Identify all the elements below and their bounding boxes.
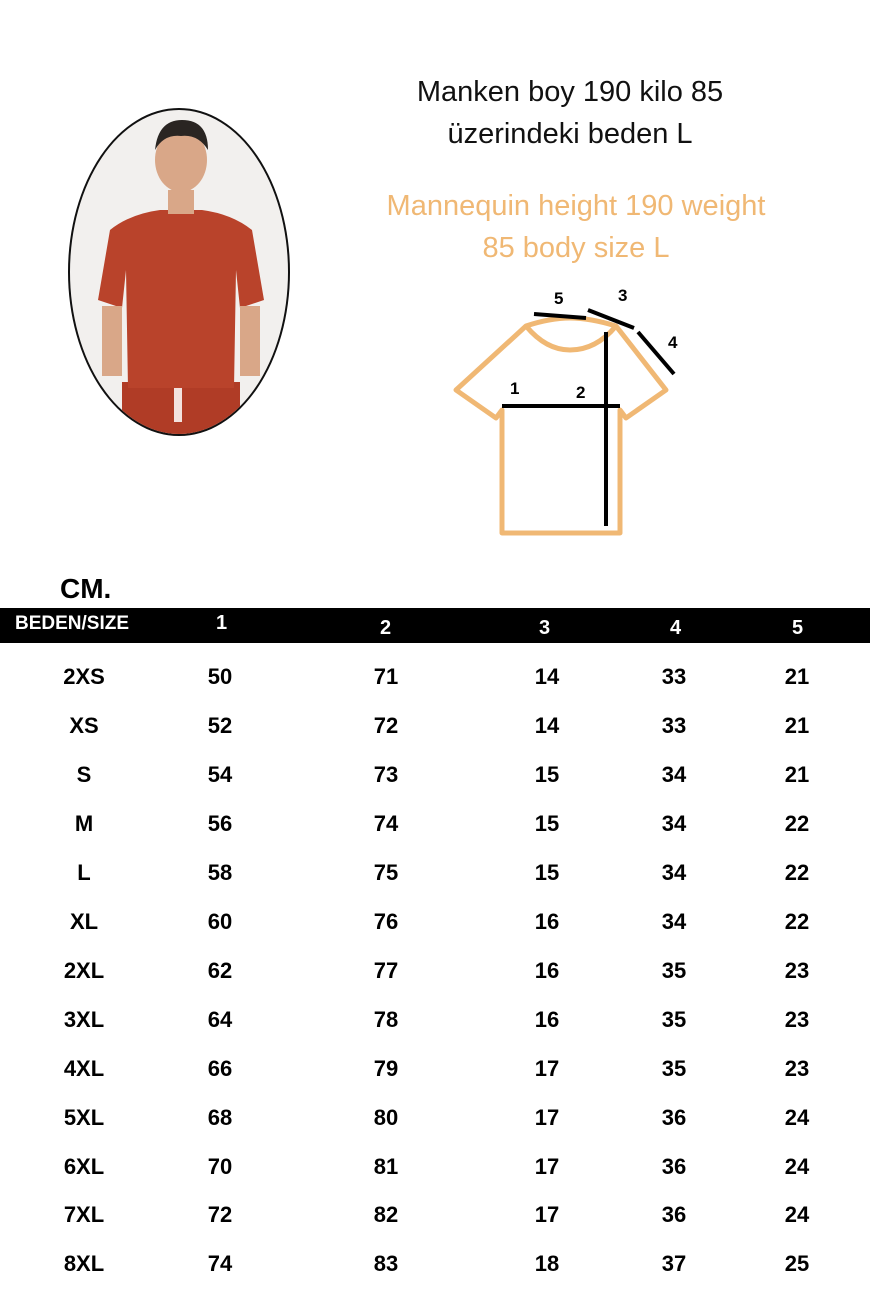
table-cell-value: 21 xyxy=(784,664,810,689)
table-cell-value: 34 xyxy=(661,761,687,787)
table-cell-value: 23 xyxy=(784,1006,810,1032)
table-cell-size: 2XS xyxy=(63,664,105,689)
table-cell-value: 72 xyxy=(207,1202,233,1228)
table-cell-value: 66 xyxy=(207,1055,233,1081)
diagram-label-1: 1 xyxy=(510,379,520,398)
caption-en-line-1: Mannequin height 190 weight xyxy=(386,190,766,222)
table-cell-value: 68 xyxy=(207,1104,233,1130)
table-cell-value: 33 xyxy=(661,712,687,738)
table-cell-value: 34 xyxy=(661,810,687,836)
table-cell-value: 72 xyxy=(373,712,399,738)
table-cell-size: 2XL xyxy=(63,957,105,983)
model-photo xyxy=(68,108,290,436)
table-cell-value: 74 xyxy=(207,1251,233,1277)
table-cell-size: 6XL xyxy=(63,1153,105,1179)
diagram-label-2: 2 xyxy=(576,383,586,402)
diagram-label-4: 4 xyxy=(668,333,678,352)
table-cell-value: 15 xyxy=(534,810,560,836)
table-cell-value: 34 xyxy=(661,859,687,885)
table-cell-value: 34 xyxy=(661,908,687,934)
table-cell-value: 82 xyxy=(373,1202,399,1228)
caption-tr-line-2: üzerindeki beden L xyxy=(447,118,693,150)
table-cell-size: M xyxy=(74,810,94,836)
table-cell-value: 35 xyxy=(661,957,687,983)
caption-en-line-2: 85 body size L xyxy=(482,232,670,264)
shirt-collar xyxy=(526,326,616,350)
table-cell-value: 22 xyxy=(784,859,810,885)
table-cell-value: 76 xyxy=(373,908,399,934)
table-cell-value: 35 xyxy=(661,1055,687,1081)
table-cell-value: 56 xyxy=(207,810,233,836)
table-cell-size: XL xyxy=(69,908,99,934)
table-cell-value: 54 xyxy=(207,761,233,787)
unit-label: CM. xyxy=(60,573,112,604)
table-cell-value: 22 xyxy=(784,908,810,934)
header-col-4: 4 xyxy=(670,617,682,639)
table-cell-value: 79 xyxy=(373,1055,399,1081)
table-cell-size: 7XL xyxy=(63,1202,105,1228)
table-cell-value: 80 xyxy=(373,1104,399,1130)
table-cell-value: 52 xyxy=(207,712,233,738)
table-cell-value: 16 xyxy=(534,957,560,983)
table-cell-value: 18 xyxy=(534,1251,560,1277)
table-cell-value: 15 xyxy=(534,761,560,787)
table-cell-value: 25 xyxy=(784,1251,810,1277)
table-cell-value: 23 xyxy=(784,1055,810,1081)
table-cell-value: 14 xyxy=(534,664,560,689)
table-cell-value: 74 xyxy=(373,810,399,836)
table-cell-value: 73 xyxy=(373,761,399,787)
table-cell-value: 21 xyxy=(784,712,810,738)
table-cell-value: 37 xyxy=(661,1251,687,1277)
caption-tr-line-1: Manken boy 190 kilo 85 xyxy=(416,76,724,108)
diagram-label-5: 5 xyxy=(554,289,564,308)
table-cell-value: 16 xyxy=(534,1006,560,1032)
table-cell-value: 21 xyxy=(784,761,810,787)
table-cell-value: 62 xyxy=(207,957,233,983)
table-cell-value: 58 xyxy=(207,859,233,885)
table-cell-value: 17 xyxy=(534,1055,560,1081)
table-cell-value: 60 xyxy=(207,908,233,934)
table-cell-size: XS xyxy=(69,712,99,738)
table-cell-value: 75 xyxy=(373,859,399,885)
table-cell-value: 17 xyxy=(534,1104,560,1130)
table-cell-value: 23 xyxy=(784,957,810,983)
table-cell-value: 36 xyxy=(661,1153,687,1179)
table-cell-value: 24 xyxy=(784,1202,810,1228)
table-cell-value: 24 xyxy=(784,1104,810,1130)
measurement-diagram xyxy=(440,280,690,542)
table-cell-size: 4XL xyxy=(63,1055,105,1081)
table-cell-value: 22 xyxy=(784,810,810,836)
header-col-2: 2 xyxy=(380,617,392,639)
table-cell-value: 35 xyxy=(661,1006,687,1032)
table-cell-size: 8XL xyxy=(63,1251,105,1277)
table-cell-value: 64 xyxy=(207,1006,233,1032)
table-cell-value: 17 xyxy=(534,1202,560,1228)
measure-line-5 xyxy=(534,314,586,318)
table-cell-size: S xyxy=(76,761,92,787)
table-cell-value: 15 xyxy=(534,859,560,885)
header-col-5: 5 xyxy=(792,617,804,639)
table-cell-value: 71 xyxy=(373,664,399,689)
table-cell-value: 14 xyxy=(534,712,560,738)
table-cell-value: 81 xyxy=(373,1153,399,1179)
header-col-1: 1 xyxy=(216,612,228,634)
table-cell-value: 77 xyxy=(373,957,399,983)
table-cell-value: 70 xyxy=(207,1153,233,1179)
table-cell-size: 3XL xyxy=(63,1006,105,1032)
header-size: BEDEN/SIZE xyxy=(15,613,130,634)
diagram-label-3: 3 xyxy=(618,286,628,305)
table-cell-value: 33 xyxy=(661,664,687,689)
table-cell-value: 17 xyxy=(534,1153,560,1179)
table-cell-value: 36 xyxy=(661,1104,687,1130)
table-cell-value: 24 xyxy=(784,1153,810,1179)
table-cell-value: 36 xyxy=(661,1202,687,1228)
table-cell-size: L xyxy=(77,859,91,885)
table-cell-value: 50 xyxy=(207,664,233,689)
table-cell-value: 83 xyxy=(373,1251,399,1277)
table-cell-value: 16 xyxy=(534,908,560,934)
table-header-bar xyxy=(0,608,870,643)
table-cell-value: 78 xyxy=(373,1006,399,1032)
table-cell-size: 5XL xyxy=(63,1104,105,1130)
header-col-3: 3 xyxy=(539,617,551,639)
